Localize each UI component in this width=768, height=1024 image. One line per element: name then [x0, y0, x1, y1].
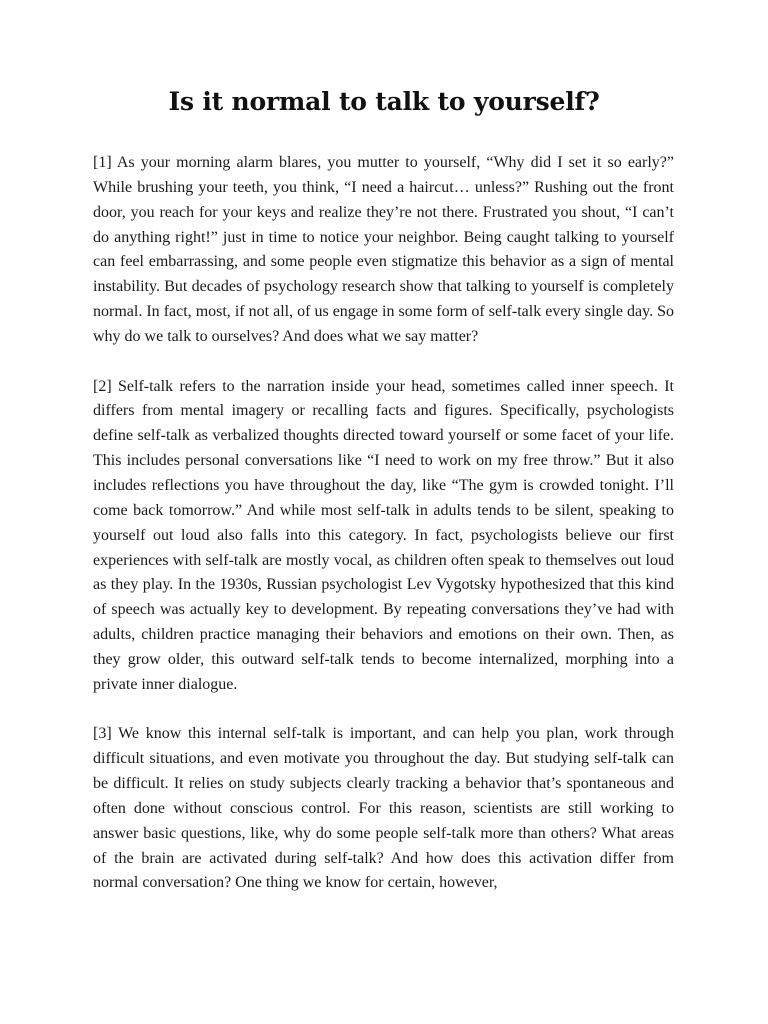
paragraph-3: [3] We know this internal self-talk is important, and can help you plan, work through difficult situations, and even motivate you throughout the day. But studying self-talk can be difficult. It relies on study subjects clearly tracking a behavior that’s spontaneous and often done without conscious control. For this reason, scientists are still working to answer basic questions, like, why do some people self-talk more than others? What areas of the brain are activated during self-talk? And how does this activation differ from normal conversation? One thing we know for certain, however,	[93, 725, 674, 892]
page-title: Is it normal to talk to yourself?	[168, 87, 600, 116]
paragraph-2: [2] Self-talk refers to the narration inside your head, sometimes called inner speech. It differs from mental imagery or recalling facts and figures. Specifically, psychologists define self-talk as verbalized thoughts directed toward yourself or some facet of your life. This includes personal conversations like “I need to work on my free throw.” But it also includes reflections you have throughout the day, like “The gym is crowded tonight. I’ll come back tomorrow.” And while most self-talk in adults tends to be silent, speaking to yourself out loud also falls into this category. In fact, psychologists believe our first experiences with self-talk are mostly vocal, as children often speak to themselves out loud as they play. In the 1930s, Russian psychologist Lev Vygotsky hypothesized that this kind of speech was actually key to development. By repeating conversations they’ve had with adults, children practice managing their behaviors and emotions on their own. Then, as they grow older, this outward self-talk tends to become internalized, morphing into a private inner dialogue.	[93, 377, 674, 693]
paragraph-1: [1] As your morning alarm blares, you mutter to yourself, “Why did I set it so early?” While brushing your teeth, you think, “I need a haircut… unless?” Rushing out the front door, you reach for your keys and realize they’re not there. Frustrated you shout, “I can’t do anything right!” just in time to notice your neighbor. Being caught talking to yourself can feel embarrassing, and some people even stigmatize this behavior as a sign of mental instability. But decades of psychology research show that talking to yourself is completely normal. In fact, most, if not all, of us engage in some form of self-talk every single day. So why do we talk to ourselves? And does what we say matter?	[93, 154, 674, 345]
article-body	[93, 151, 674, 921]
